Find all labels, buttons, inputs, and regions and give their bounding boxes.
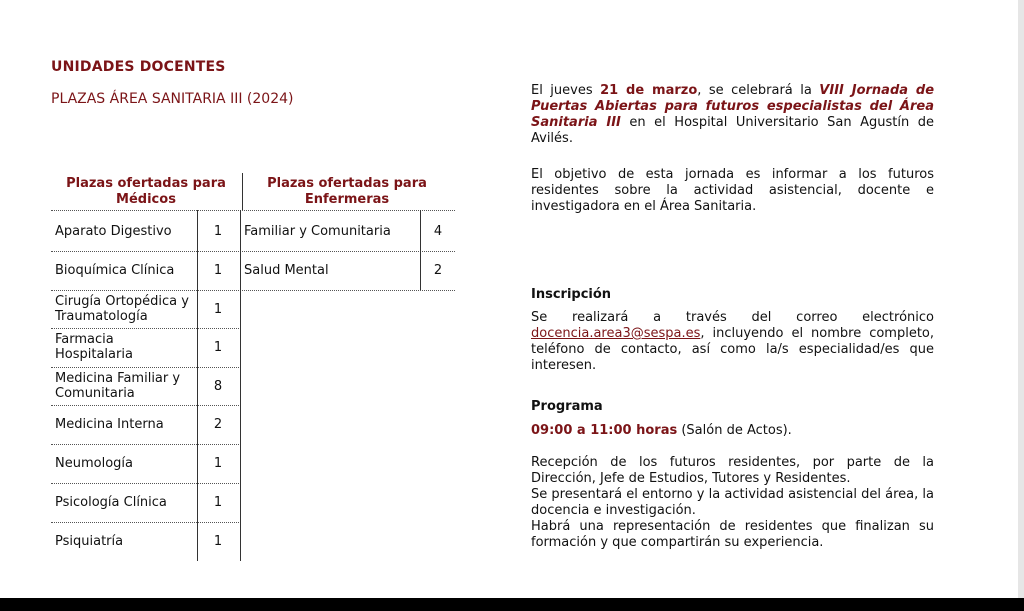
enfermeras-row-plazas: 2 (433, 263, 443, 278)
col-divider (197, 210, 198, 561)
medicos-row-plazas: 1 (213, 224, 223, 239)
medicos-row-name: Neumología (55, 456, 133, 471)
col-divider (420, 210, 421, 290)
medicos-row-plazas: 1 (213, 302, 223, 317)
inscripcion-title: Inscripción (531, 287, 612, 302)
row-divider (51, 290, 455, 291)
inscripcion-paragraph: Se realizará a través del correo electrónico docencia.area3@sespa.es, incluyendo el nombre completo, teléfono de contacto, así como la/s especialidad/es que interesen. (531, 310, 934, 373)
row-divider (51, 367, 241, 368)
programa-title: Programa (531, 399, 603, 414)
programa-paragraph-3: Habrá una representación de residentes que finalizan su formación y que compartirán su experiencia. (531, 519, 934, 550)
bottom-bar (0, 598, 1024, 611)
medicos-header: Plazas ofertadas para Médicos (66, 176, 226, 207)
medicos-row-plazas: 8 (213, 379, 223, 394)
enfermeras-header: Plazas ofertadas para Enfermeras (267, 176, 427, 207)
intro-paragraph: El jueves 21 de marzo, se celebrará la VIII Jornada de Puertas Abiertas para futuros especialistas del Área Sanitaria III en el Hospital Universitario San Agustín de Avilés. (531, 83, 935, 146)
medicos-row-name: Psiquiatría (55, 534, 124, 549)
medicos-row-plazas: 2 (213, 417, 223, 432)
programa-paragraph-1: Recepción de los futuros residentes, por parte de la Dirección, Jefe de Estudios, Tutores y Residentes. (531, 455, 934, 486)
email-link[interactable]: docencia.area3@sespa.es (531, 326, 701, 341)
page-subheading: PLAZAS ÁREA SANITARIA III (2024) (51, 91, 294, 107)
medicos-row-plazas: 1 (213, 495, 223, 510)
medicos-row-plazas: 1 (213, 340, 223, 355)
medicos-row-name: Bioquímica Clínica (55, 263, 175, 278)
row-divider (51, 328, 241, 329)
medicos-row-name: Cirugía Ortopédica y Traumatología (55, 294, 189, 324)
row-divider (51, 444, 241, 445)
row-divider (51, 522, 241, 523)
enfermeras-row-name: Salud Mental (244, 263, 329, 278)
row-divider (51, 251, 455, 252)
enfermeras-row-name: Familiar y Comunitaria (244, 224, 391, 239)
header-divider (242, 173, 243, 210)
enfermeras-row-plazas: 4 (433, 224, 443, 239)
medicos-row-name: Medicina Interna (55, 417, 164, 432)
medicos-row-name: Medicina Familiar y Comunitaria (55, 371, 181, 401)
medicos-row-plazas: 1 (213, 456, 223, 471)
medicos-row-name: Psicología Clínica (55, 495, 167, 510)
programa-paragraph-2: Se presentará el entorno y la actividad asistencial del área, la docencia e investigación. (531, 487, 934, 518)
programa-time: 09:00 a 11:00 horas (Salón de Actos). (531, 423, 792, 438)
medicos-row-name: Aparato Digestivo (55, 224, 172, 239)
col-divider (240, 210, 241, 561)
medicos-row-name: Farmacia Hospitalaria (55, 332, 133, 362)
row-divider (51, 483, 241, 484)
page-edge (1018, 0, 1024, 598)
row-divider (51, 405, 241, 406)
medicos-row-plazas: 1 (213, 263, 223, 278)
plazas-table (51, 173, 455, 563)
row-divider (51, 210, 455, 211)
medicos-row-plazas: 1 (213, 534, 223, 549)
objective-paragraph: El objetivo de esta jornada es informar a los futuros residentes sobre la actividad asistencial, docente e investigadora en el Área Sanitaria. (531, 167, 934, 214)
page-heading: UNIDADES DOCENTES (51, 59, 226, 75)
